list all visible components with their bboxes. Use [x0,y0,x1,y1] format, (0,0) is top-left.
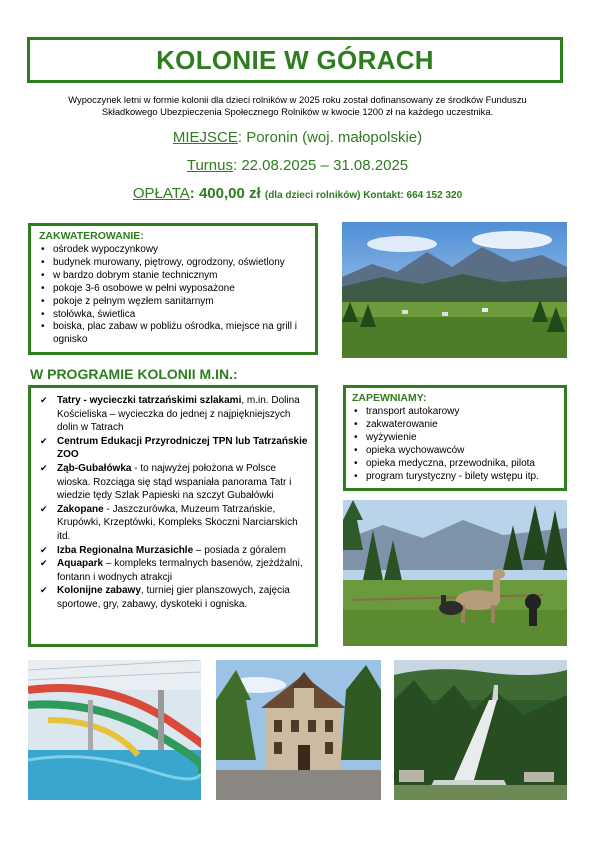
alpaca-photo [343,500,567,646]
list-item: • pokoje 3-6 osobowe w pełni wyposażone [53,283,307,296]
program-list [37,394,309,612]
list-item: • zakwaterowanie [366,419,558,432]
aquapark-photo [28,660,201,800]
list-item: ✔ Aquapark – kompleks termalnych basenów, zjeżdżalni, fontann i wodnych atrakcji [57,557,309,584]
turnus-label: Turnus [186,157,233,174]
list-item: • program turystyczny - bilety wstępu itp. [366,471,558,484]
fee-value: : 400,00 zł [189,185,261,202]
provide-box [343,385,567,491]
accommodation-list [39,244,307,347]
accommodation-box [28,223,318,355]
list-item: ✔ Centrum Edukacji Przyrodniczej TPN lub Tatrzańskie ZOO [57,435,309,462]
list-item: ✔ Izba Regionalna Murzasichle – posiada z góralem [57,544,309,558]
program-box [28,385,318,647]
page-title: KOLONIE W GÓRACH [156,44,434,75]
intro-text: Wypoczynek letni w formie kolonii dla dzieci rolników w 2025 roku został dofinansowany ze środków Funduszu Składkowego Ubezpieczenia Społecznego Rolników w kwocie 1200 zł na każdego uczestnika. [68,94,527,117]
mountain-photo [342,222,567,358]
place-label: MIEJSCE [172,129,238,146]
provide-list [352,406,558,483]
list-item: ✔ Kolonijne zabawy, turniej gier planszowych, zajęcia sportowe, gry, zabawy, dyskoteki i ogniska. [57,584,309,611]
museum-photo [216,660,381,800]
turnus-value: : 22.08.2025 – 31.08.2025 [232,157,409,174]
list-item: ✔ Zakopane - Jaszczurówka, Muzeum Tatrzańskie, Krupówki, Krzeptówki, Kompleks Skoczni Narciarskich itd. [57,503,309,544]
program-heading: W PROGRAMIE KOLONII M.IN.: [30,366,238,382]
list-item: • w bardzo dobrym stanie technicznym [53,270,307,283]
ski-jump-photo [394,660,567,800]
list-item: • stołówka, świetlica [53,309,307,322]
list-item: • boiska, plac zabaw w pobliżu ośrodka, miejsce na grill i ognisko [53,321,307,347]
turnus-line [0,157,595,174]
list-item: • ośrodek wypoczynkowy [53,244,307,257]
title-box [27,37,563,83]
fee-line [0,185,595,202]
fee-note: (dla dzieci rolników) Kontakt: 664 152 320 [264,190,463,201]
place-value: : Poronin (woj. małopolskie) [237,129,423,146]
list-item: • pokoje z pełnym węzłem sanitarnym [53,296,307,309]
list-item: • budynek murowany, piętrowy, ogrodzony, oświetlony [53,257,307,270]
list-item: • wyżywienie [366,432,558,445]
list-item: • opieka wychowawców [366,445,558,458]
fee-label: OPŁATA [132,185,190,202]
list-item: • transport autokarowy [366,406,558,419]
list-item: ✔ Ząb-Gubałówka - to najwyżej położona w Polsce wioska. Rozciąga się stąd wspaniała panorama Tatr i wiedzie tędy Szlak Papieski na szczyt Gubałówki [57,462,309,503]
provide-heading: ZAPEWNIAMY: [352,392,427,404]
accommodation-heading: ZAKWATEROWANIE: [39,230,144,242]
list-item: • opieka medyczna, przewodnika, pilota [366,458,558,471]
place-line [0,129,595,146]
list-item: ✔ Tatry - wycieczki tatrzańskimi szlakami, m.in. Dolina Kościeliska – wycieczka do jednej z najpiękniejszych dolin w Tatrach [57,394,309,435]
